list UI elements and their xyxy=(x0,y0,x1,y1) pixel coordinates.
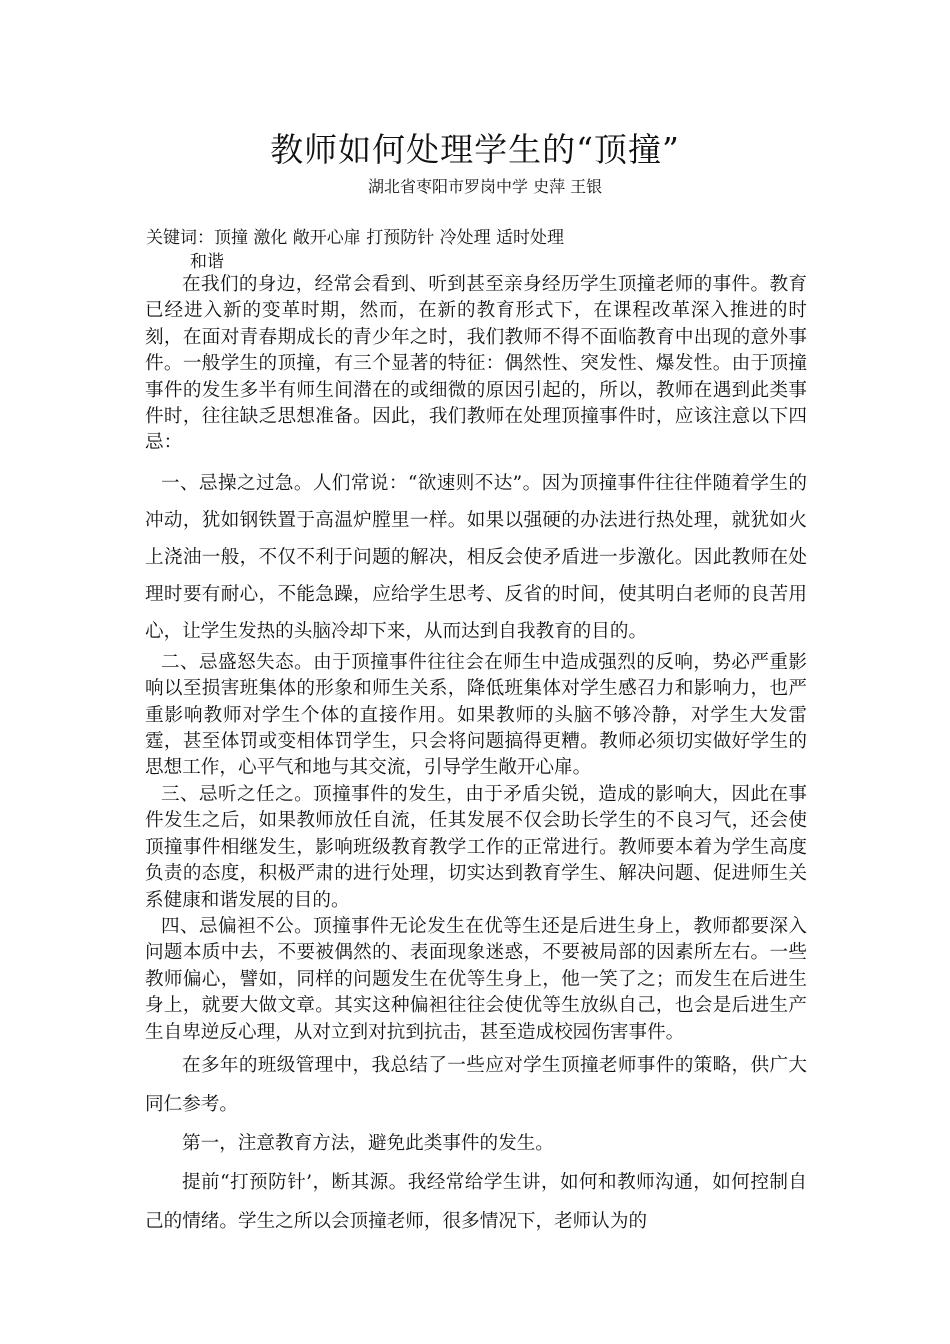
paragraph-taboo-3: 三、忌听之任之。顶撞事件的发生，由于矛盾尖锐，造成的影响大，因此在事件发生之后，如果教师放任自流，任其发展不仅会助长学生的不良习气，还会使顶撞事件相继发生，影响班级教育教学工作的正常进行。教师要本着为学生高度负责的态度，积极严肃的进行处理，切实达到教育学生、解决问题、促进师生关系健康和谐发展的目的。 xyxy=(145,783,807,911)
paragraph-intro: 在我们的身边，经常会看到、听到甚至亲身经历学生顶撞老师的事件。教育已经进入新的变革时期，然而，在新的教育形式下，在课程改革深入推进的时刻，在面对青春期成长的青少年之时，我们教师不得不面临教育中出现的意外事件。一般学生的顶撞，有三个显著的特征：偶然性、突发性、爆发性。由于顶撞事件的发生多半有师生间潜在的或细微的原因引起的，所以，教师在遇到此类事件时，往往缺乏思想准备。因此，我们教师在处理顶撞事件时，应该注意以下四忌： xyxy=(145,274,807,454)
paragraph-prevention: 提前“打预防针’，断其源。我经常给学生讲，如何和教师沟通，如何控制自己的情绪。学生之所以会顶撞老师，很多情况下，老师认为的 xyxy=(145,1171,807,1232)
document-authors: 湖北省枣阳市罗岗中学 史萍 王银 xyxy=(368,177,603,196)
document-body xyxy=(145,272,807,1241)
paragraph-taboo-2: 二、忌盛怒失态。由于顶撞事件往往会在师生中造成强烈的反响，势必严重影响以至损害班集体的形象和师生关系，降低班集体对学生感召力和影响力，也严重影响教师对学生个体的直接作用。如果教师的头脑不够冷静，对学生大发雷霆，甚至体罚或变相体罚学生，只会将问题搞得更糟。教师必须切实做好学生的思想工作，心平气和地与其交流，引导学生敞开心扉。 xyxy=(145,651,807,779)
paragraph-strategy-intro: 在多年的班级管理中，我总结了一些应对学生顶撞老师事件的策略，供广大同仁参考。 xyxy=(145,1054,807,1115)
keywords-block xyxy=(146,226,806,274)
keywords-line: 关键词：顶撞 激化 敞开心扉 打预防针 冷处理 适时处理 xyxy=(146,228,565,248)
keywords-line-continued: 和谐 xyxy=(190,252,224,272)
paragraph-taboo-4: 四、忌偏袒不公。顶撞事件无论发生在优等生还是后进生身上，教师都要深入问题本质中去，不要被偶然的、表面现象迷惑，不要被局部的因素所左右。一些教师偏心，譬如，同样的问题发生在优等生身上，他一笑了之；而发生在后进生身上，就要大做文章。其实这种偏袒往往会使优等生放纵自己，也会是后进生产生自卑逆反心理，从对立到对抗到抗击，甚至造成校园伤害事件。 xyxy=(145,915,807,1043)
paragraph-text: 一、忌操之过急。人们常说：“欲速则不达”。因为顶撞事件往往伴随着学生的冲动，犹如钢铁置于高温炉膛里一样。如果以强硬的办法进行热处理，就犹如火上浇油一般，不仅不利于问题的解决，相反会使矛盾进一步激化。因此教师在处理时要有耐心，不能急躁，应给学生思考、反省的时间，使其明白老师的良苦用心，让学生发热的头脑冷却下来，从而达到自我教育的目的。 xyxy=(145,472,807,642)
body-wide-spacing xyxy=(145,1046,807,1241)
paragraph-taboo-1 xyxy=(145,465,807,650)
document-title: 教师如何处理学生的“顶撞” xyxy=(270,130,680,169)
paragraph-first-point: 第一，注意教育方法，避免此类事件的发生。 xyxy=(182,1132,554,1154)
